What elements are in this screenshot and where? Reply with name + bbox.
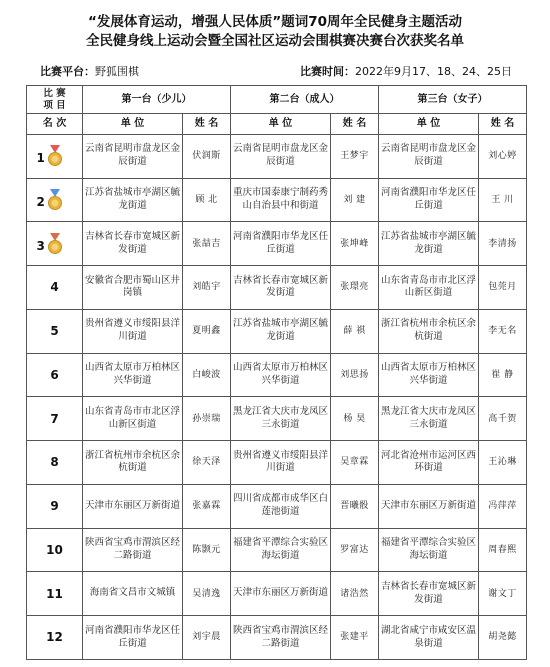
time-label: 比赛时间： bbox=[300, 65, 355, 78]
corner-bottom: 项 目 bbox=[43, 99, 66, 111]
table-row bbox=[27, 528, 527, 572]
unit-cell: 安徽省合肥市蜀山区井岗镇 bbox=[83, 266, 183, 310]
name-cell: 冯萍萍 bbox=[479, 484, 527, 528]
rank-number: 6 bbox=[50, 367, 59, 382]
name-cell: 罗富达 bbox=[331, 528, 379, 572]
unit-cell: 重庆市国泰康宁制药秀山自治县中和街道 bbox=[231, 178, 331, 222]
name-cell: 伏润斯 bbox=[183, 134, 231, 178]
rank-number: 11 bbox=[46, 586, 63, 601]
group-header-1: 第一台（少儿） bbox=[83, 86, 231, 114]
rank-number: 12 bbox=[46, 630, 63, 645]
group-header-3: 第三台（女子） bbox=[379, 86, 527, 114]
medal-icon bbox=[36, 189, 63, 211]
table-row bbox=[27, 266, 527, 310]
rank-cell bbox=[27, 528, 83, 572]
unit-cell: 云南省昆明市盘龙区金辰街道 bbox=[379, 134, 479, 178]
unit-cell: 吉林省长春市宽城区新发街道 bbox=[231, 266, 331, 310]
name-cell: 刘皓宇 bbox=[183, 266, 231, 310]
rank-number: 9 bbox=[50, 499, 59, 514]
rank-number: 4 bbox=[50, 280, 59, 295]
name-cell: 徐天泽 bbox=[183, 441, 231, 485]
unit-cell: 黑龙江省大庆市龙凤区三永街道 bbox=[231, 397, 331, 441]
medal-icon bbox=[36, 233, 63, 255]
unit-cell: 海南省文昌市文城镇 bbox=[83, 572, 183, 616]
unit-cell: 山西省太原市万柏林区兴华街道 bbox=[379, 353, 479, 397]
table-row bbox=[27, 441, 527, 485]
rank-number: 2 bbox=[36, 194, 45, 209]
table-row bbox=[27, 572, 527, 616]
unit-cell: 贵州省遵义市绥阳县洋川街道 bbox=[231, 441, 331, 485]
unit-cell: 江苏省盐城市亭湖区毓龙街道 bbox=[83, 178, 183, 222]
time-info bbox=[300, 63, 512, 79]
rank-number: 1 bbox=[36, 151, 45, 166]
unit-header: 单 位 bbox=[231, 114, 331, 134]
table-row bbox=[27, 309, 527, 353]
title-line-1: “发展体育运动，增强人民体质”题词70周年全民健身主题活动 bbox=[87, 14, 463, 30]
unit-cell: 天津市东丽区万新街道 bbox=[379, 484, 479, 528]
rank-cell bbox=[27, 309, 83, 353]
unit-cell: 河南省濮阳市华龙区任丘街道 bbox=[83, 616, 183, 660]
rank-header: 名 次 bbox=[27, 114, 83, 134]
name-cell: 高千贺 bbox=[479, 397, 527, 441]
rank-number: 8 bbox=[50, 455, 59, 470]
unit-cell: 吉林省长春市宽城区新发街道 bbox=[379, 572, 479, 616]
rank-cell bbox=[27, 616, 83, 660]
medal-icon bbox=[36, 145, 63, 167]
unit-cell: 河南省濮阳市华龙区任丘街道 bbox=[379, 178, 479, 222]
rank-cell bbox=[27, 397, 83, 441]
unit-cell: 山西省太原市万柏林区兴华街道 bbox=[231, 353, 331, 397]
time-value: 2022年9月17、18、24、25日 bbox=[355, 65, 512, 78]
unit-cell: 山东省青岛市市北区浮山新区街道 bbox=[379, 266, 479, 310]
platform-info bbox=[40, 63, 139, 79]
table-row bbox=[27, 222, 527, 266]
name-cell: 王沁琳 bbox=[479, 441, 527, 485]
rank-cell bbox=[27, 484, 83, 528]
unit-cell: 四川省成都市成华区白莲池街道 bbox=[231, 484, 331, 528]
name-cell: 吴章霖 bbox=[331, 441, 379, 485]
name-cell: 张嘉霖 bbox=[183, 484, 231, 528]
unit-cell: 河北省沧州市运河区西环街道 bbox=[379, 441, 479, 485]
name-cell: 张建平 bbox=[331, 616, 379, 660]
name-cell: 孙崇瑞 bbox=[183, 397, 231, 441]
unit-cell: 陕西省宝鸡市渭滨区经二路街道 bbox=[83, 528, 183, 572]
rank-cell bbox=[27, 353, 83, 397]
rank-cell bbox=[27, 572, 83, 616]
name-cell: 李无名 bbox=[479, 309, 527, 353]
unit-cell: 黑龙江省大庆市龙凤区三永街道 bbox=[379, 397, 479, 441]
rank-number: 10 bbox=[46, 542, 63, 557]
name-header: 姓 名 bbox=[331, 114, 379, 134]
name-cell: 胡尧懿 bbox=[479, 616, 527, 660]
platform-value: 野狐围棋 bbox=[95, 65, 139, 78]
name-cell: 白峻波 bbox=[183, 353, 231, 397]
unit-cell: 云南省昆明市盘龙区金辰街道 bbox=[231, 134, 331, 178]
unit-cell: 山西省太原市万柏林区兴华街道 bbox=[83, 353, 183, 397]
name-cell: 张坤峰 bbox=[331, 222, 379, 266]
name-cell: 顾 北 bbox=[183, 178, 231, 222]
name-cell: 张喆吉 bbox=[183, 222, 231, 266]
corner-cell bbox=[27, 86, 83, 114]
unit-cell: 山东省青岛市市北区浮山新区街道 bbox=[83, 397, 183, 441]
name-header: 姓 名 bbox=[479, 114, 527, 134]
table-row bbox=[27, 484, 527, 528]
unit-cell: 云南省昆明市盘龙区金辰街道 bbox=[83, 134, 183, 178]
unit-header: 单 位 bbox=[379, 114, 479, 134]
group-header-2: 第二台（成人） bbox=[231, 86, 379, 114]
unit-cell: 天津市东丽区万新街道 bbox=[83, 484, 183, 528]
name-cell: 崔 静 bbox=[479, 353, 527, 397]
table-row bbox=[27, 134, 527, 178]
corner-top: 比 赛 bbox=[43, 88, 66, 100]
unit-cell: 贵州省遵义市绥阳县洋川街道 bbox=[83, 309, 183, 353]
rank-cell bbox=[27, 178, 83, 222]
name-cell: 周春熙 bbox=[479, 528, 527, 572]
rank-number: 5 bbox=[50, 324, 59, 339]
name-cell: 薛 祺 bbox=[331, 309, 379, 353]
name-cell: 刘思扬 bbox=[331, 353, 379, 397]
rank-number: 3 bbox=[36, 238, 45, 253]
name-cell: 李清扬 bbox=[479, 222, 527, 266]
group-header-row bbox=[27, 86, 527, 114]
rank-cell bbox=[27, 134, 83, 178]
platform-label: 比赛平台： bbox=[40, 65, 95, 78]
rank-cell bbox=[27, 266, 83, 310]
award-table bbox=[26, 85, 527, 660]
unit-cell: 江苏省盐城市亭湖区毓龙街道 bbox=[379, 222, 479, 266]
unit-cell: 福建省平潭综合实验区海坛街道 bbox=[379, 528, 479, 572]
name-cell: 王梦宇 bbox=[331, 134, 379, 178]
name-cell: 杨 昊 bbox=[331, 397, 379, 441]
rank-cell bbox=[27, 441, 83, 485]
unit-cell: 天津市东丽区万新街道 bbox=[231, 572, 331, 616]
name-cell: 谢文丁 bbox=[479, 572, 527, 616]
name-cell: 刘 建 bbox=[331, 178, 379, 222]
table-row bbox=[27, 178, 527, 222]
name-cell: 王 川 bbox=[479, 178, 527, 222]
unit-cell: 江苏省盐城市亭湖区毓龙街道 bbox=[231, 309, 331, 353]
name-cell: 刘宇晨 bbox=[183, 616, 231, 660]
rank-number: 7 bbox=[50, 411, 59, 426]
unit-cell: 福建省平潭综合实验区海坛街道 bbox=[231, 528, 331, 572]
table-row bbox=[27, 616, 527, 660]
name-cell: 张璟亮 bbox=[331, 266, 379, 310]
column-header-row bbox=[27, 114, 527, 134]
unit-cell: 湖北省咸宁市咸安区温泉街道 bbox=[379, 616, 479, 660]
table-row bbox=[27, 397, 527, 441]
name-cell: 晋曦骰 bbox=[331, 484, 379, 528]
name-cell: 包莞月 bbox=[479, 266, 527, 310]
rank-cell bbox=[27, 222, 83, 266]
unit-cell: 浙江省杭州市余杭区余杭街道 bbox=[83, 441, 183, 485]
name-cell: 陈颢元 bbox=[183, 528, 231, 572]
unit-header: 单 位 bbox=[83, 114, 183, 134]
name-header: 姓 名 bbox=[183, 114, 231, 134]
name-cell: 吴清逸 bbox=[183, 572, 231, 616]
table-row bbox=[27, 353, 527, 397]
unit-cell: 浙江省杭州市余杭区余杭街道 bbox=[379, 309, 479, 353]
name-cell: 诸浩然 bbox=[331, 572, 379, 616]
name-cell: 夏明鑫 bbox=[183, 309, 231, 353]
name-cell: 刘心婷 bbox=[479, 134, 527, 178]
title-line-2: 全民健身线上运动会暨全国社区运动会围棋赛决赛台次获奖名单 bbox=[86, 33, 464, 49]
unit-cell: 河南省濮阳市华龙区任丘街道 bbox=[231, 222, 331, 266]
unit-cell: 陕西省宝鸡市渭滨区经二路街道 bbox=[231, 616, 331, 660]
unit-cell: 吉林省长春市宽城区新发街道 bbox=[83, 222, 183, 266]
